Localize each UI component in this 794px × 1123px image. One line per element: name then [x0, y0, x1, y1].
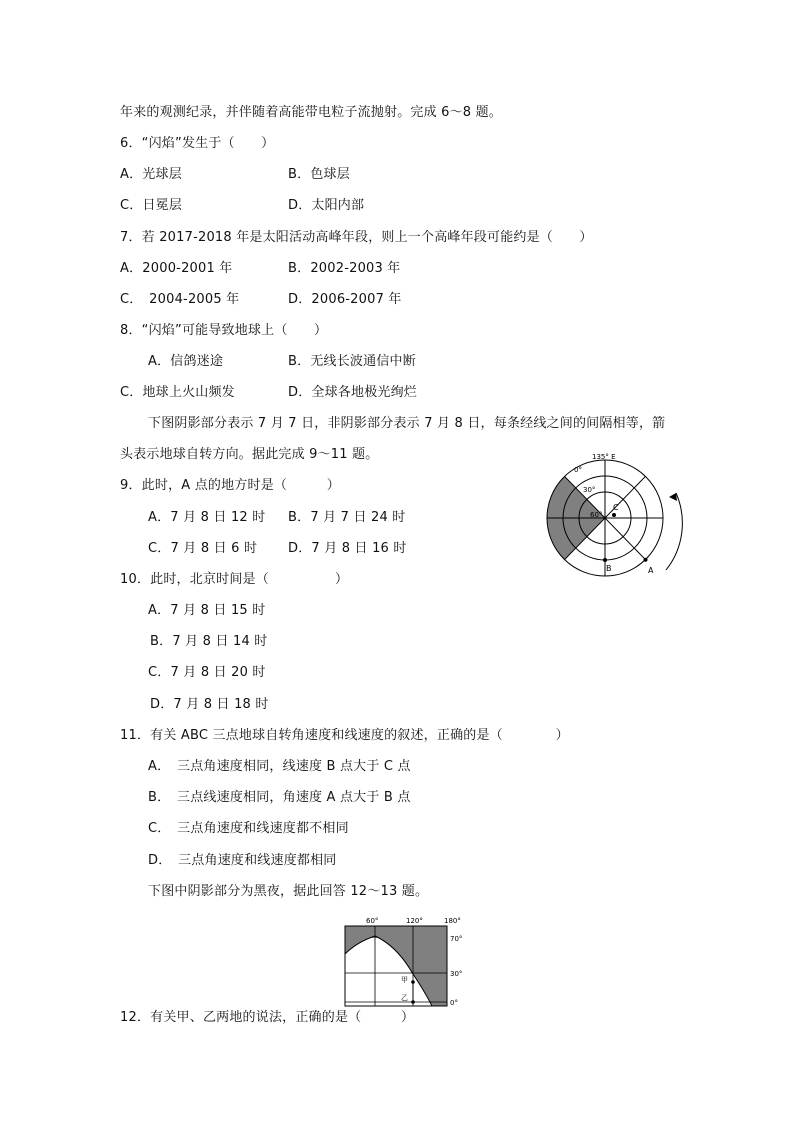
intro-text: 年来的观测纪录，并伴随着高能带电粒子流抛射。完成 6～8 题。: [120, 105, 503, 120]
label-30-deg: 30°: [583, 486, 596, 494]
q7-option-c: C． 2004-2005 年: [120, 292, 240, 307]
q10-option-c: C．7 月 8 日 20 时: [148, 665, 266, 680]
q8-option-c: C．地球上火山频发: [120, 385, 235, 400]
shaded-night-left: [345, 936, 375, 954]
q10-option-b: B．7 月 8 日 14 时: [150, 634, 268, 649]
q11-option-a: A． 三点角速度相同，线速度 B 点大于 C 点: [148, 759, 411, 774]
label-lon-120: 120°: [406, 917, 423, 925]
q10-option-a: A．7 月 8 日 15 时: [148, 603, 266, 618]
question-7-stem: 7．若 2017-2018 年是太阳活动高峰年段，则上一个高峰年段可能约是（ ）: [120, 230, 593, 245]
point-yi-dot: [411, 1000, 415, 1004]
q8-option-a: A．信鸽迷途: [148, 354, 224, 369]
q8-option-b: B．无线长波通信中断: [288, 354, 416, 369]
q6-option-c: C．日冕层: [120, 198, 183, 213]
q9-option-d: D．7 月 8 日 16 时: [288, 541, 407, 556]
label-lat-0: 0°: [450, 999, 458, 1007]
question-8-stem: 8．“闪焰”可能导致地球上（ ）: [120, 323, 328, 338]
label-point-a: A: [648, 566, 654, 575]
question-12-stem: 12．有关甲、乙两地的说法，正确的是（ ）: [120, 1010, 415, 1025]
label-lon-180: 180°: [444, 917, 461, 925]
polar-view-diagram: [530, 445, 700, 585]
label-point-b: B: [606, 564, 612, 573]
point-jia-dot: [411, 980, 415, 984]
q10-option-d: D．7 月 8 日 18 时: [150, 697, 269, 712]
label-0-deg: 0°: [574, 466, 582, 474]
rotation-arrow: [666, 493, 682, 570]
point-b-dot: [603, 558, 607, 562]
passage-3: 下图中阴影部分为黑夜，据此回答 12～13 题。: [148, 884, 429, 899]
point-c-dot: [612, 513, 616, 517]
q11-option-c: C． 三点角速度和线速度都不相同: [148, 821, 349, 836]
night-shading-diagram: [335, 912, 470, 1012]
label-jia: 甲: [401, 976, 408, 984]
q8-option-d: D．全球各地极光绚烂: [288, 385, 418, 400]
q7-option-b: B．2002-2003 年: [288, 261, 401, 276]
question-6-stem: 6．“闪焰”发生于（ ）: [120, 136, 275, 151]
q9-option-b: B．7 月 7 日 24 时: [288, 510, 406, 525]
label-135e: 135° E: [592, 453, 616, 461]
q7-option-d: D．2006-2007 年: [288, 292, 402, 307]
question-10-stem: 10．此时，北京时间是（ ）: [120, 572, 349, 587]
passage-2-line-1: 下图阴影部分表示 7 月 7 日，非阴影部分表示 7 月 8 日，每条经线之间的间隔相等，箭: [148, 416, 666, 431]
q9-option-a: A．7 月 8 日 12 时: [148, 510, 266, 525]
q11-option-b: B． 三点线速度相同，角速度 A 点大于 B 点: [148, 790, 411, 805]
label-point-c: C: [613, 503, 619, 512]
q9-option-c: C．7 月 8 日 6 时: [148, 541, 258, 556]
label-lon-60: 60°: [366, 917, 379, 925]
q6-option-b: B．色球层: [288, 167, 350, 182]
label-lat-70: 70°: [450, 935, 463, 943]
point-a-dot: [644, 558, 648, 562]
rotation-arrow-head: [669, 493, 677, 501]
question-9-stem: 9．此时，A 点的地方时是（ ）: [120, 478, 340, 493]
passage-2-line-2: 头表示地球自转方向。据此完成 9～11 题。: [120, 447, 379, 462]
label-lat-30: 30°: [450, 970, 463, 978]
q6-option-d: D．太阳内部: [288, 198, 365, 213]
q7-option-a: A．2000-2001 年: [120, 261, 233, 276]
question-11-stem: 11．有关 ABC 三点地球自转角速度和线速度的叙述，正确的是（ ）: [120, 728, 569, 743]
q11-option-d: D． 三点角速度和线速度都相同: [148, 853, 337, 868]
label-yi: 乙: [401, 994, 408, 1002]
label-60-deg: 60°: [590, 511, 603, 519]
q6-option-a: A．光球层: [120, 167, 182, 182]
